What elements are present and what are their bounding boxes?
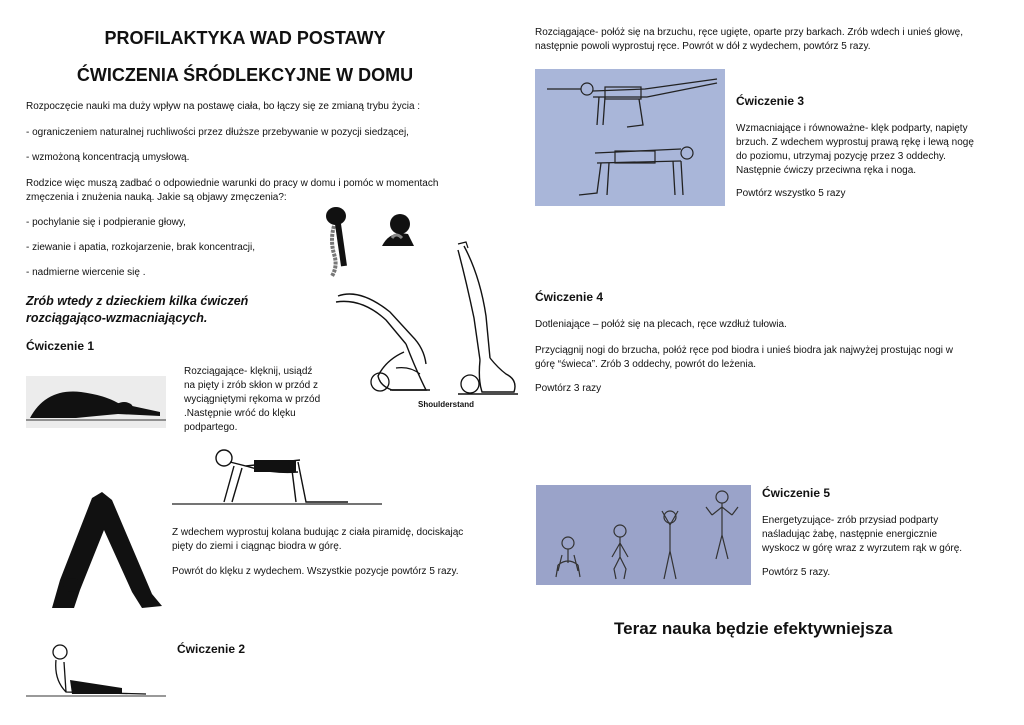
exercise-4-repeat: Powtórz 3 razy [535,383,602,394]
exercise-4-text: Dotleniające – połóż się na plecach, ręce wzdłuż tułowia. [535,319,787,330]
exercise-1-pyramid-text: Z wdechem wyprostuj kolana budując z ciała piramidę, dociskając pięty do ziemi i ciągnąc biodra w górę. [172,527,464,552]
exercise-1-text: Rozciągające- klęknij, usiądź na pięty i zrób skłon w przód z wyciągniętymi rękoma w przód .Następnie wróć do klęku podpartego. [184,366,321,433]
downward-dog-figure [30,490,170,610]
page-title: PROFILAKTYKA WAD POSTAWY [104,28,386,48]
exercise-5-heading: Ćwiczenie 5 [762,486,831,500]
exercise-2-text: Rozciągające- połóż się na brzuchu, ręce ugięte, oparte przy barkach. Zrób wdech i unieś głowę, następnie powoli wyprostuj ręce. Powrót w dół z wydechem, powtórz 5 razy. [535,27,964,52]
bullet-item: - wzmożoną koncentracją umysłową. [26,152,190,163]
tabletop-pose-figure [172,444,382,510]
exercise-1-heading: Ćwiczenie 1 [26,339,95,353]
childs-pose-figure [26,370,166,430]
cobra-pose-figure [26,640,166,702]
bullet-item: - ograniczeniem naturalnej ruchliwości przez dłuższe przebywanie w pozycji siedzącej, [26,127,409,138]
symptom-item: - nadmierne wiercenie się . [26,267,146,278]
intro-text: Rozpoczęcie nauki ma duży wpływ na postawę ciała, bo łączy się ze zmianą trybu życia : [26,101,421,112]
symptom-item: - ziewanie i apatia, rozkojarzenie, brak koncentracji, [26,242,255,253]
page-subtitle: ĆWICZENIA ŚRÓDLEKCYJNE W DOMU [76,65,414,85]
closing-statement: Teraz nauka będzie efektywniejsza [614,619,893,638]
shoulderstand-label: Shoulderstand [418,400,475,409]
exercise-1-repeat-text: Powrót do klęku z wydechem. Wszystkie pozycje powtórz 5 razy. [172,566,459,577]
exercise-3-text: Wzmacniające i równoważne- klęk podparty, napięty brzuch. Z wdechem wyprostuj prawą rękę i lewą nogę do poziomu, utrzymaj pozycję przez 3 oddechy. Następnie ćwiczy przeciwna ręka i noga. [736,123,974,176]
shoulderstand-figure [330,240,520,420]
exercise-4-heading: Ćwiczenie 4 [535,290,604,304]
exercise-5-text: Energetyzujące- zrób przysiad podparty naśladując żabę, następnie energicznie wyskocz w górę wraz z wyrzutem rąk w górę. [762,515,963,554]
exercise-2-heading: Ćwiczenie 2 [177,642,246,656]
call-to-action: Zrób wtedy z dzieckiem kilka ćwiczeń rozciągająco-wzmacniających. [26,294,249,325]
exercise-3-repeat: Powtórz wszystko 5 razy [736,188,846,199]
frog-jump-photo [536,485,751,585]
exercise-4-instructions: Przyciągnij nogi do brzucha, połóż ręce pod biodra i unieś biodra jak najwyżej prostując nogi w górę “świeca”. Zrób 3 oddechy, powrót do leżenia. [535,345,954,370]
exercise-3-heading: Ćwiczenie 3 [736,94,805,108]
parents-text: Rodzice więc muszą zadbać o odpowiednie warunki do pracy w domu i pomóc w momentach zmęczenia i znużenia nauką. Jakie są objawy zmęczenia?: [26,178,439,203]
symptom-item: - pochylanie się i podpieranie głowy, [26,217,186,228]
exercise-5-repeat: Powtórz 5 razy. [762,567,831,578]
bird-dog-photo [535,69,725,206]
